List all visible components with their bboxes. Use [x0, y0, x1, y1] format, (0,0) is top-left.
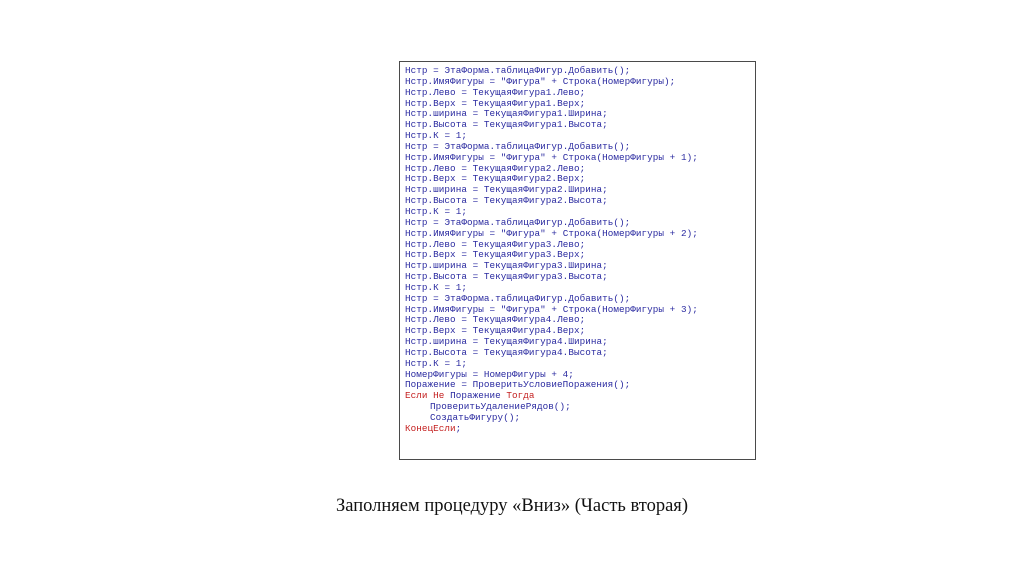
code-line: Нстр.Высота = ТекущаяФигура2.Высота;	[405, 195, 608, 207]
code-line: Нстр = ЭтаФорма.таблицаФигур.Добавить();	[405, 65, 631, 76]
code-line: Нстр.Верх = ТекущаяФигура1.Верх;	[405, 97, 586, 109]
code-line: Если Не Поражение Тогда	[405, 390, 535, 402]
code-line: Нстр.К = 1;	[405, 205, 467, 217]
code-listing	[399, 61, 756, 460]
code-line: ПроверитьУдалениеРядов();	[430, 401, 571, 413]
code-line: Нстр.Верх = ТекущаяФигура4.Верх;	[405, 325, 586, 337]
code-line: Нстр.ширина = ТекущаяФигура4.Ширина;	[405, 336, 608, 348]
code-line: Нстр.ширина = ТекущаяФигура3.Ширина;	[405, 260, 608, 272]
code-line: Нстр.ИмяФигуры = "Фигура" + Строка(НомерФигуры + 1);	[405, 151, 698, 163]
code-line: Нстр.Лево = ТекущаяФигура3.Лево;	[405, 238, 586, 250]
code-line: Нстр.К = 1;	[405, 357, 467, 369]
code-line: Нстр.К = 1;	[405, 281, 467, 293]
code-line: Нстр = ЭтаФорма.таблицаФигур.Добавить();	[405, 140, 631, 152]
code-line: Нстр.ИмяФигуры = "Фигура" + Строка(НомерФигуры + 2);	[405, 227, 698, 239]
code-line: Нстр = ЭтаФорма.таблицаФигур.Добавить();	[405, 292, 631, 304]
code-line: Нстр.Верх = ТекущаяФигура2.Верх;	[405, 173, 586, 185]
code-line: Нстр.К = 1;	[405, 130, 467, 142]
code-line: Нстр.ширина = ТекущаяФигура2.Ширина;	[405, 184, 608, 196]
code-line: Нстр.Высота = ТекущаяФигура1.Высота;	[405, 119, 608, 131]
slide-caption: Заполняем процедуру «Вниз» (Часть вторая)	[336, 496, 688, 516]
code-line: Нстр.Верх = ТекущаяФигура3.Верх;	[405, 249, 586, 261]
code-line: СоздатьФигуру();	[430, 412, 521, 423]
code-line: Нстр.Лево = ТекущаяФигура4.Лево;	[405, 314, 586, 326]
code-line: Нстр.ширина = ТекущаяФигура1.Ширина;	[405, 108, 608, 120]
code-line: КонецЕсли;	[405, 422, 462, 434]
code-line: Поражение = ПроверитьУсловиеПоражения();	[405, 379, 631, 391]
code-line: Нстр.ИмяФигуры = "Фигура" + Строка(НомерФигуры);	[405, 75, 676, 87]
code-line: Нстр.Высота = ТекущаяФигура3.Высота;	[405, 271, 608, 283]
code-line: НомерФигуры = НомерФигуры + 4;	[405, 368, 574, 380]
code-line: Нстр.Лево = ТекущаяФигура1.Лево;	[405, 86, 586, 98]
code-line: Нстр = ЭтаФорма.таблицаФигур.Добавить();	[405, 216, 631, 228]
code-line: Нстр.Высота = ТекущаяФигура4.Высота;	[405, 346, 608, 358]
code-line: Нстр.Лево = ТекущаяФигура2.Лево;	[405, 162, 586, 174]
code-line: Нстр.ИмяФигуры = "Фигура" + Строка(НомерФигуры + 3);	[405, 303, 698, 315]
